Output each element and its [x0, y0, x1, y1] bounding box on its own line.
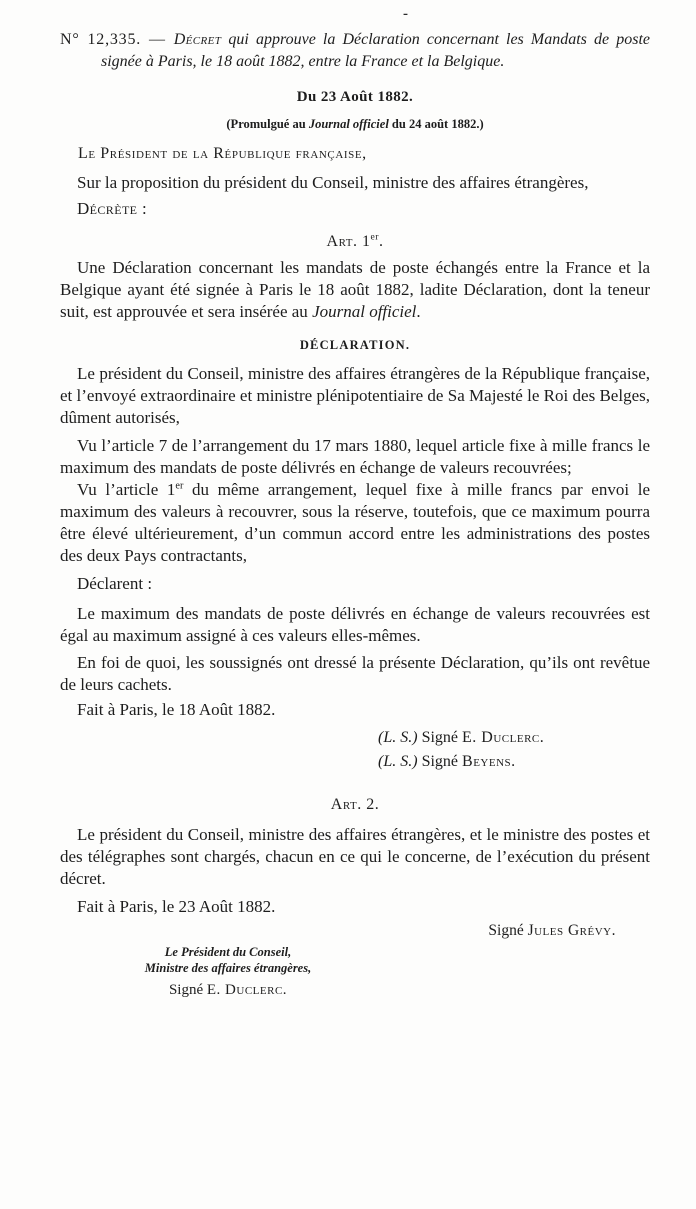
signe-word: Signé	[488, 922, 528, 939]
countersignature-block	[88, 944, 368, 999]
signatory-name-duclerc-bottom: E. Duclerc.	[206, 982, 288, 998]
declaration-paragraph-5: En foi de quoi, les soussignés ont dressé la présente Déclaration, qu’ils ont revêtue de leurs cachets.	[60, 653, 650, 694]
decrete-line: Décrète :	[77, 199, 148, 218]
fait-paris-decree: Fait à Paris, le 23 Août 1882.	[77, 897, 276, 916]
decree-word: Décret	[173, 31, 222, 48]
decree-number: N° 12,335. —	[60, 31, 174, 48]
article-1-text: Une Déclaration concernant les mandats de poste échangés entre la France et la Belgique ayant été signée à Paris le 18 août 1882, ladite Déclaration, dont la teneur suit, est approuvée et sera insérée au	[60, 258, 650, 321]
fait-paris-declaration: Fait à Paris, le 18 Août 1882.	[77, 700, 276, 719]
declaration-paragraph-3-end: du même arrangement, lequel fixe à mille francs par envoi le maximum des valeurs à recouvrer, sous la réserve, toutefois, que ce maximum pourra être élevé ultérieurement, d’un commun accord entre les administrations des postes des deux Pays contractants,	[60, 480, 650, 565]
declaration-paragraph-3-start: Vu l’article 1	[77, 480, 176, 499]
article-1-ordinal-sup: er	[370, 231, 379, 243]
promulgation-after: du 24 août 1882.)	[388, 117, 484, 131]
declaration-signatures	[378, 726, 650, 774]
declaration-paragraph-3	[60, 479, 650, 567]
article-1-heading	[60, 232, 650, 252]
journal-officiel-mention: Journal officiel	[312, 302, 417, 321]
journal-officiel-ref: Journal officiel	[308, 117, 389, 131]
signature-beyens	[378, 750, 650, 774]
article-1-label: Art. 1	[326, 233, 371, 250]
promulgation-note	[60, 116, 650, 132]
countersignature-role-2: Ministre des affaires étrangères,	[144, 961, 312, 975]
signatory-name-duclerc: E. Duclerc.	[462, 729, 545, 746]
declaration-paragraph-2: Vu l’article 7 de l’arrangement du 17 mars 1880, lequel article fixe à mille francs le maximum des mandats de poste délivrés en échange de valeurs recouvrées;	[60, 436, 650, 477]
declaration-paragraph-4: Le maximum des mandats de poste délivrés en échange de valeurs recouvrées est égal au maximum assigné à ces valeurs elles-mêmes.	[60, 604, 650, 645]
page-mark-dash: -	[403, 6, 408, 22]
president-signature	[60, 922, 650, 940]
declarent-line: Déclarent :	[77, 574, 153, 593]
declaration-heading: DÉCLARATION.	[299, 338, 411, 352]
article-1-period: .	[378, 233, 384, 250]
article-1-text-end: .	[416, 302, 421, 321]
promulgation-before: (Promulgué au	[226, 117, 309, 131]
declaration-paragraph-1: Le président du Conseil, ministre des affaires étrangères de la République française, et l’envoyé extraordinaire et ministre plénipotentiaire de Sa Majesté le Roi des Belges, dûment autorisés,	[60, 364, 650, 427]
article-1-body	[60, 257, 650, 323]
article-2-heading: Art. 2.	[330, 796, 380, 813]
seal-mark: (L. S.)	[378, 753, 418, 770]
seal-mark: (L. S.)	[378, 729, 418, 746]
declaration-paragraph-3-sup: er	[175, 480, 184, 492]
opening-formula: Le Président de la République française,	[78, 145, 367, 162]
proposition-paragraph: Sur la proposition du président du Conseil, ministre des affaires étrangères,	[77, 173, 589, 192]
signe-word: Signé	[168, 982, 207, 998]
countersignature-role-1: Le Président du Conseil,	[164, 945, 292, 959]
article-2-body: Le président du Conseil, ministre des affaires étrangères, et le ministre des postes et des télégraphes sont chargés, chacun en ce qui le concerne, de l’exécution du présent décret.	[60, 825, 650, 888]
signature-duclerc	[378, 726, 650, 750]
decree-title-text: qui approuve la Déclaration concernant les Mandats de poste signée à Paris, le 18 août 1882, entre la France et la Belgique.	[101, 31, 650, 70]
decree-date: Du 23 Août 1882.	[296, 89, 414, 105]
decree-title	[60, 29, 650, 73]
countersignature-name	[88, 981, 368, 999]
signatory-name-beyens: Beyens.	[462, 753, 516, 770]
signatory-name-grevy: Jules Grévy.	[527, 922, 616, 939]
signe-word: Signé	[417, 753, 463, 770]
signe-word: Signé	[417, 729, 463, 746]
